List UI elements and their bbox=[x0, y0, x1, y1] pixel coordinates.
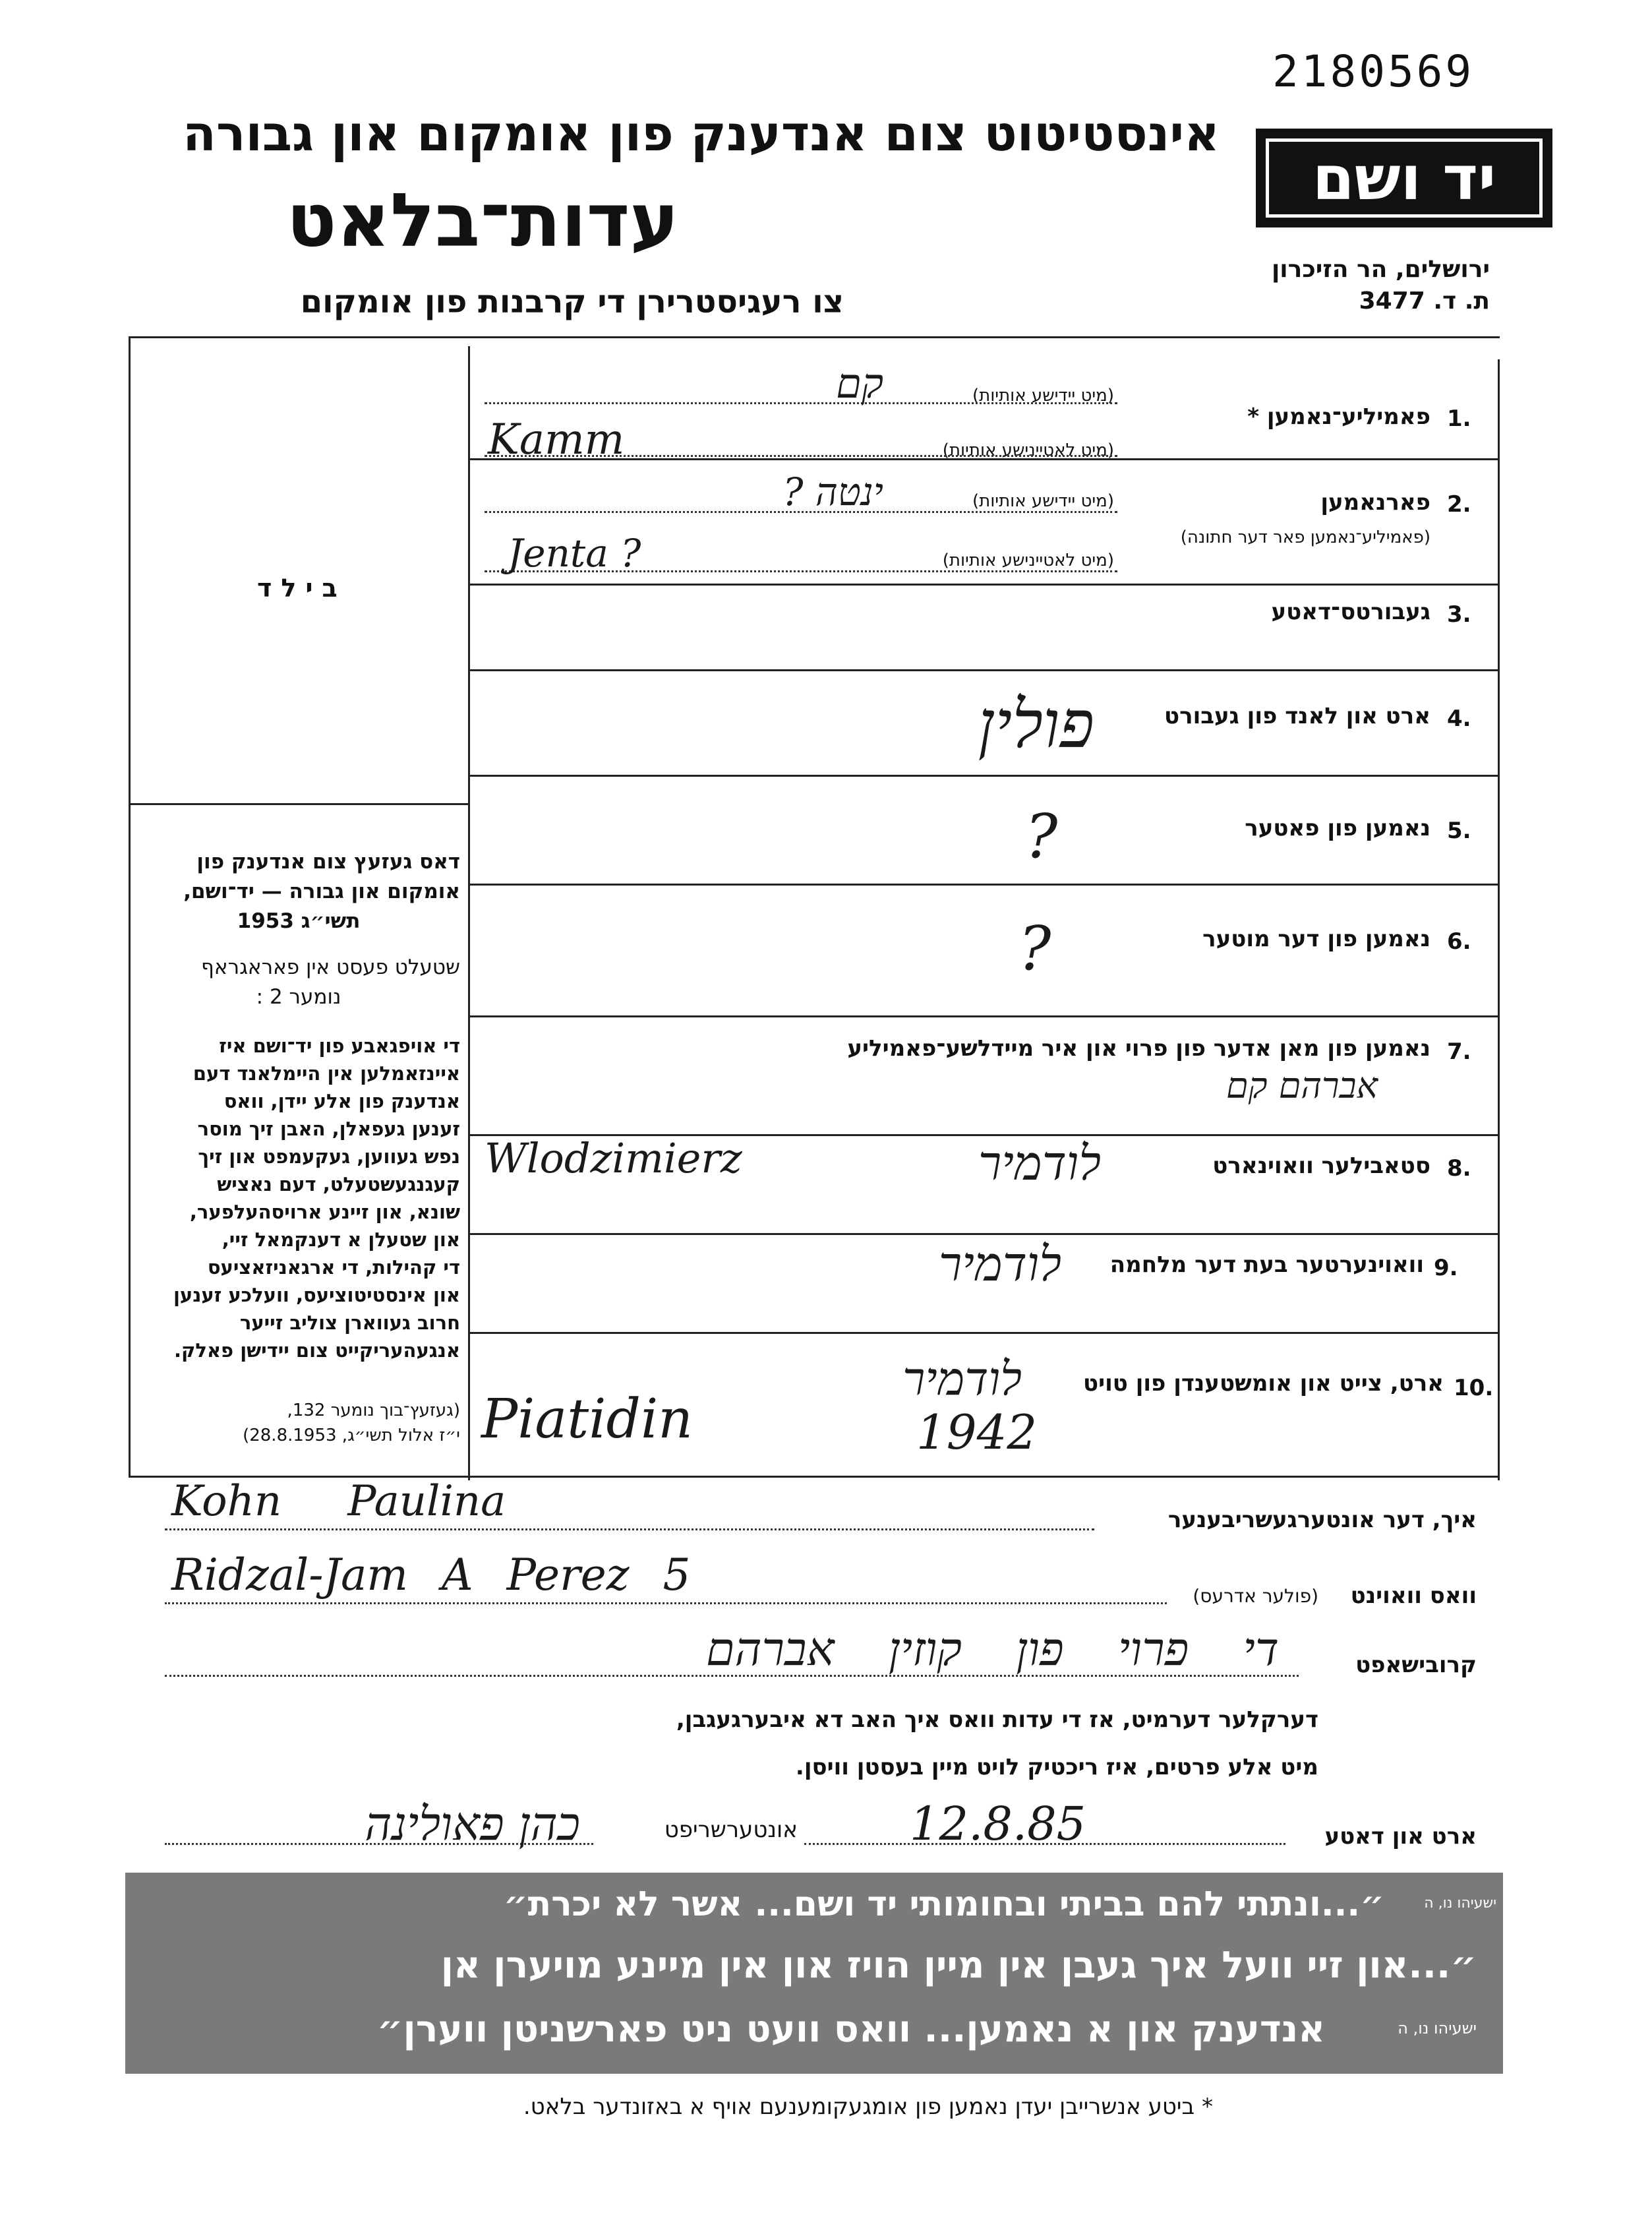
field-7-label: נאמען פון מאן אדער פון פרוי און איר מיידלשע־פאמיליע bbox=[847, 1035, 1431, 1062]
field-8-latin-value: Wlodzimierz bbox=[485, 1134, 742, 1182]
witness-relation-value: די פרוי פון קוזין אברהם bbox=[705, 1622, 1279, 1676]
field-7-number: 7. bbox=[1447, 1039, 1471, 1065]
field-10-year-value: 1942 bbox=[916, 1404, 1038, 1460]
law-body: די אויפגאבע פון יד־ושם איז איינזאמלען אין היימלאנד דעם אנדענק פון אלע יידן, וואס זענען געפאלן, האבן זיך מוסר נפש געווען, געקעמפט און זיך קעגנגעשטעלט, דעם נאציש שונא, און זיינע ארויסהעלפער, און שטעלן א דענקמאל זיי, די קהילות, די ארגאניזאציעס און אינסטיטוציעס, וועלכע זענען חרוב געווארן צוליב זייער אנגעהעריקייט צום יידישן פאלק. bbox=[173, 1035, 460, 1362]
footnote: * ביטע אנשרייבן יעדן נאמען פון אומגעקומענעם אויף א באזונדער בלאט. bbox=[523, 2094, 1213, 2120]
field-10-yiddish-value: לודמיר bbox=[902, 1352, 1022, 1406]
row-sep-2 bbox=[470, 584, 1500, 586]
field-8-number: 8. bbox=[1447, 1155, 1471, 1182]
field-2-sublabel: (פאמיליע־נאמען פאר דער חתונה) bbox=[1180, 528, 1431, 547]
date-value: 12.8.85 bbox=[910, 1797, 1086, 1851]
witness-relation-label: קרובישאפט bbox=[1355, 1652, 1477, 1678]
field-1-label: פאמיליע־נאמען * bbox=[1247, 404, 1431, 430]
field-1-latin-value: Kamm bbox=[488, 415, 625, 464]
row-sep-6 bbox=[470, 1015, 1500, 1017]
field-8-yiddish-value: לודמיר bbox=[978, 1135, 1101, 1191]
form-top-border bbox=[129, 336, 1500, 338]
field-1-number: 1. bbox=[1447, 406, 1471, 432]
banner-reference-1: ישעיהו נו, ה bbox=[1424, 1895, 1496, 1912]
field-7-value: אברהם קם bbox=[1225, 1065, 1378, 1106]
banner-quote-hebrew: ״...ונתתי להם בביתי ובחומותי יד ושם... אשר לא יכרת״ bbox=[503, 1885, 1384, 1924]
document-number: 2180569 bbox=[1272, 46, 1475, 97]
field-10-label: ארט, צייט און אומשטענדן פון טויט bbox=[1082, 1370, 1444, 1397]
banner-reference-2: ישעיהו נו, ה bbox=[1398, 2019, 1477, 2037]
field-2-latin-value: Jenta ? bbox=[508, 531, 641, 576]
field-8-label: סטאבילער וואוינארט bbox=[1212, 1153, 1431, 1179]
field-2-number: 2. bbox=[1447, 491, 1471, 518]
banner-quote-yiddish-1: ״...און זיי וועל איך געבן אין מיין הויז און אין מיינע מויערן אן bbox=[440, 1944, 1477, 1987]
field-9-label: וואוינערטער בעת דער מלחמה bbox=[1109, 1252, 1424, 1278]
field-10-number: 10. bbox=[1454, 1375, 1494, 1401]
witness-name-label: איך, דער אונטערגעשריבענער bbox=[1167, 1507, 1477, 1533]
field-9-value: לודמיר bbox=[938, 1236, 1061, 1292]
field-1-yiddish-hint: (מיט יידישע אותיות) bbox=[972, 386, 1114, 406]
row-sep-4 bbox=[470, 775, 1500, 777]
field-2-label: פארנאמען bbox=[1320, 489, 1431, 516]
field-10-latin-value: Piatidin bbox=[481, 1388, 693, 1451]
address-line-1: ירושלים, הר הזיכרון bbox=[1271, 256, 1490, 283]
witness-address-label: וואס וואוינט bbox=[1350, 1583, 1477, 1609]
signature-value: כהן פאולינה bbox=[365, 1797, 580, 1851]
page-subtitle: צו רעגיסטרירן די קרבנות פון אומקום bbox=[300, 284, 844, 320]
declaration-line-2: מיט אלע פרטים, איז ריכטיק לויט מיין בעסטן וויסן. bbox=[795, 1754, 1318, 1780]
witness-address-line bbox=[165, 1602, 1167, 1604]
quote-banner bbox=[125, 1873, 1503, 2074]
field-3-label: געבורטס־דאטע bbox=[1271, 599, 1431, 625]
photo-label: בילד bbox=[257, 574, 347, 603]
field-4-label: ארט און לאנד פון געבורט bbox=[1164, 703, 1431, 729]
field-1-latin-hint: (מיט לאטיינישע אותיות) bbox=[942, 440, 1114, 460]
field-6-number: 6. bbox=[1447, 928, 1471, 955]
field-5-label: נאמען פון פאטער bbox=[1245, 815, 1431, 841]
signature-label: אונטערשריפט bbox=[664, 1817, 798, 1843]
witness-address-value: Ridzal-Jam A Perez 5 bbox=[171, 1550, 691, 1600]
field-9-number: 9. bbox=[1434, 1255, 1458, 1281]
field-6-value: ? bbox=[1018, 913, 1051, 984]
field-1-yiddish-value: קם bbox=[836, 359, 883, 407]
row-sep-3 bbox=[470, 669, 1500, 671]
witness-name-value: Kohn Paulina bbox=[171, 1477, 506, 1526]
column-divider bbox=[468, 346, 470, 1480]
institute-name: אינסטיטוט צום אנדענק פון אומקום און גבורה bbox=[183, 106, 1220, 162]
field-2-yiddish-hint: (מיט יידישע אותיות) bbox=[972, 491, 1114, 511]
field-2-latin-hint: (מיט לאטיינישע אותיות) bbox=[942, 551, 1114, 570]
field-5-number: 5. bbox=[1447, 818, 1471, 844]
field-2-yiddish-value: ינטה ? bbox=[782, 469, 883, 514]
address-line-2: ת. ד. 3477 bbox=[1359, 287, 1490, 315]
logo-text: יד ושם bbox=[1312, 142, 1496, 214]
law-intro: דאס געזעץ צום אנדענק פון אומקום און גבורה — יד־ושם, תשי״ג 1953 bbox=[183, 850, 460, 933]
row-sep-8 bbox=[470, 1233, 1500, 1235]
field-4-number: 4. bbox=[1447, 706, 1471, 732]
date-label: ארט און דאטע bbox=[1324, 1823, 1477, 1850]
witness-address-hint: (פולער אדרעס) bbox=[1193, 1585, 1318, 1607]
law-reference: (געזעץ־בוך נומער 132, י״ז אלול תשי״ג, 28.8.1953) bbox=[243, 1401, 460, 1445]
field-6-label: נאמען פון דער מוטער bbox=[1202, 926, 1431, 952]
field-4-value: פולין bbox=[978, 686, 1094, 763]
row-sep-5 bbox=[470, 884, 1500, 886]
yad-vashem-logo bbox=[1256, 129, 1552, 227]
form-right-border bbox=[1498, 359, 1500, 1480]
field-3-number: 3. bbox=[1447, 601, 1471, 628]
photo-box-bottom bbox=[129, 803, 470, 805]
field-5-value: ? bbox=[1025, 801, 1058, 872]
row-sep-9 bbox=[470, 1332, 1500, 1334]
law-paragraph: שטעלט פעסט אין פאראגראף נומער 2 : bbox=[201, 955, 460, 1009]
page-title: עדות־בלאט bbox=[286, 178, 679, 264]
banner-quote-yiddish-2: אנדענק און א נאמען... וואס וועט ניט פארשניטן ווערן״ bbox=[376, 2008, 1325, 2051]
declaration-line-1: דערקלער דערמיט, אז די עדות וואס איך האב דא איבערגעגבן, bbox=[676, 1706, 1318, 1733]
witness-name-line bbox=[165, 1528, 1094, 1530]
form-left-border bbox=[129, 336, 131, 1477]
